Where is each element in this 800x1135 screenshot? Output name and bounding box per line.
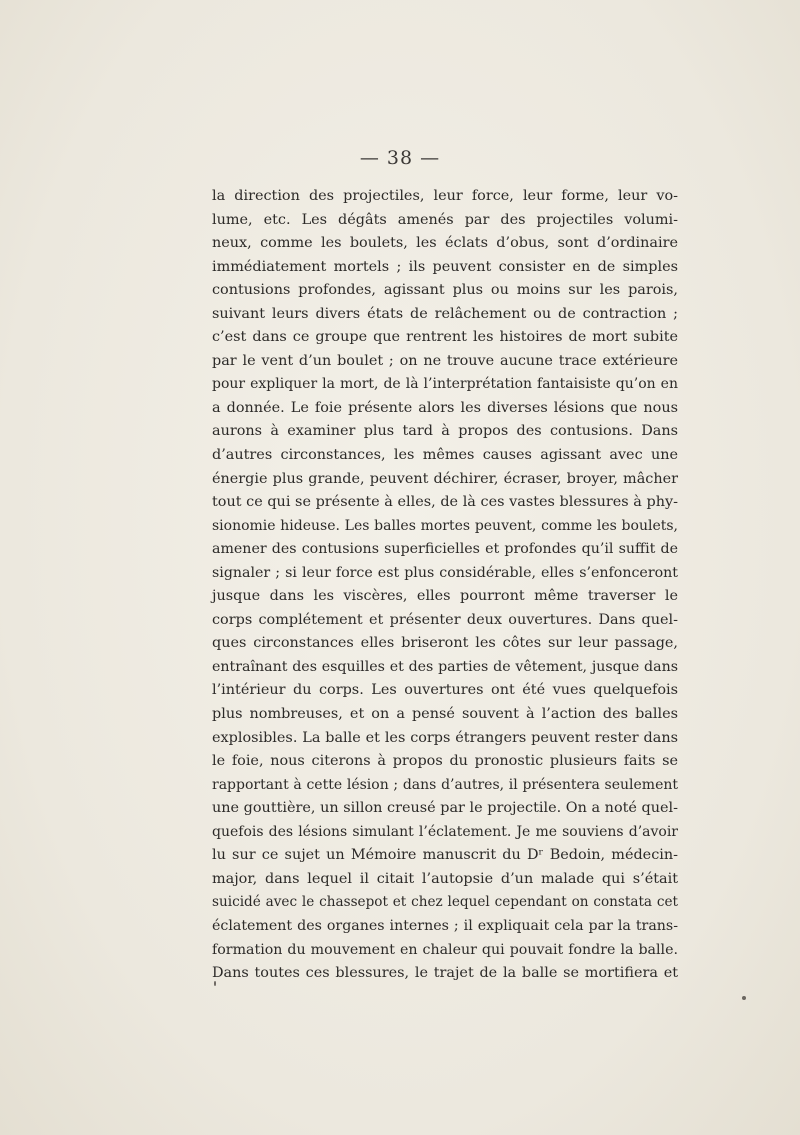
paper-speck: [214, 981, 216, 986]
text-line: signaler ; si leur force est plus considérable, elles s’enfonceront: [212, 564, 678, 581]
text-line: aurons à examiner plus tard à propos des contusions. Dans: [212, 423, 678, 440]
text-line: jusque dans les viscères, elles pourront même traverser le: [212, 588, 678, 605]
text-line: suivant leurs divers états de relâchement ou de contraction ;: [212, 305, 678, 322]
text-line: par le vent d’un boulet ; on ne trouve aucune trace extérieure: [212, 352, 678, 369]
text-line: corps complétement et présenter deux ouvertures. Dans quel-: [212, 611, 678, 628]
text-line: une gouttière, un sillon creusé par le projectile. On a noté quel-: [212, 800, 678, 817]
text-line: lu sur ce sujet un Mémoire manuscrit du Dʳ Bedoin, médecin-: [212, 847, 678, 864]
page-number: — 38 —: [359, 147, 441, 169]
text-line: d’autres circonstances, les mêmes causes agissant avec une: [212, 447, 678, 464]
text-line: a donnée. Le foie présente alors les diverses lésions que nous: [212, 399, 678, 416]
text-line: formation du mouvement en chaleur qui pouvait fondre la balle.: [212, 941, 678, 958]
text-line: lume, etc. Les dégâts amenés par des projectiles volumi-: [212, 211, 678, 228]
paper-speck: [742, 996, 746, 1000]
text-line: rapportant à cette lésion ; dans d’autres, il présentera seulement: [212, 776, 678, 793]
text-line: énergie plus grande, peuvent déchirer, écraser, broyer, mâcher: [212, 470, 678, 487]
text-line: la direction des projectiles, leur force, leur forme, leur vo-: [212, 188, 678, 204]
body-text: [212, 185, 678, 986]
text-line: immédiatement mortels ; ils peuvent consister en de simples: [212, 258, 678, 275]
text-line: plus nombreuses, et on a pensé souvent à l’action des balles: [212, 706, 678, 723]
text-line: amener des contusions superficielles et profondes qu’il suffit de: [212, 541, 678, 558]
text-line: explosibles. La balle et les corps étrangers peuvent rester dans: [212, 729, 678, 746]
text-line: tout ce qui se présente à elles, de là ces vastes blessures à phy-: [212, 494, 678, 511]
text-line: major, dans lequel il citait l’autopsie d’un malade qui s’était: [212, 870, 678, 887]
text-line: pour expliquer la mort, de là l’interprétation fantaisiste qu’on en: [212, 376, 678, 393]
text-line: le foie, nous citerons à propos du pronostic plusieurs faits se: [212, 753, 678, 770]
text-line: quefois des lésions simulant l’éclatement. Je me souviens d’avoir: [212, 823, 678, 840]
text-line: sionomie hideuse. Les balles mortes peuvent, comme les boulets,: [212, 517, 678, 534]
text-line: Dans toutes ces blessures, le trajet de la balle se mortifiera et: [212, 965, 678, 982]
text-line: contusions profondes, agissant plus ou moins sur les parois,: [212, 282, 678, 299]
text-line: suicidé avec le chassepot et chez lequel cependant on constata cet: [212, 894, 678, 911]
text-line: l’intérieur du corps. Les ouvertures ont été vues quelquefois: [212, 682, 678, 699]
text-line: c’est dans ce groupe que rentrent les histoires de mort subite: [212, 329, 678, 346]
text-line: entraînant des esquilles et des parties de vêtement, jusque dans: [212, 658, 678, 675]
text-line: ques circonstances elles briseront les côtes sur leur passage,: [212, 635, 678, 652]
text-line: neux, comme les boulets, les éclats d’obus, sont d’ordinaire: [212, 235, 678, 252]
text-line: éclatement des organes internes ; il expliquait cela par la trans-: [212, 917, 678, 934]
